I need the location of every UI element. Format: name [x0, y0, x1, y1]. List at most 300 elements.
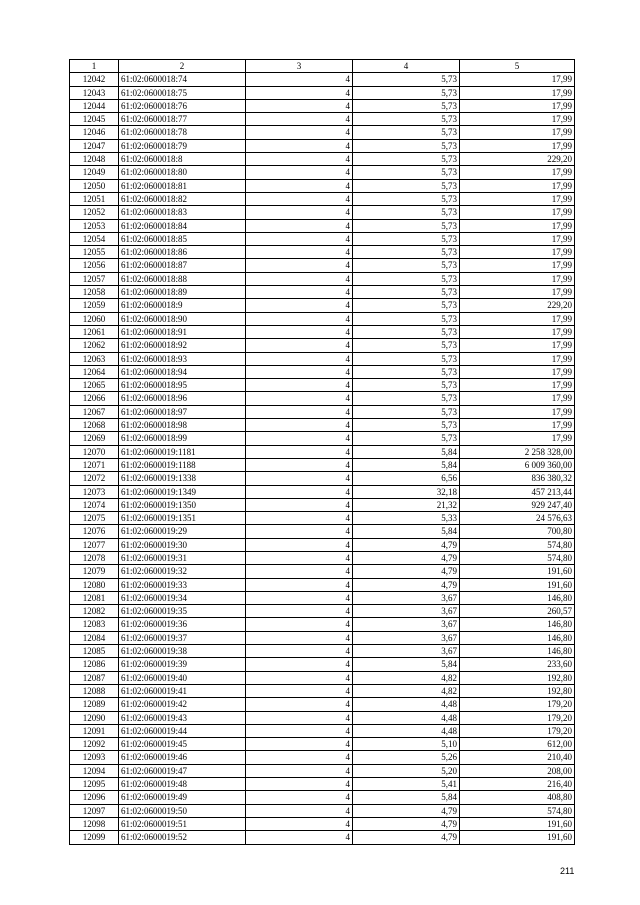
- table-cell-col5: 192,80: [460, 671, 575, 684]
- table-row: [70, 232, 575, 245]
- table-cell-col1: 12073: [70, 485, 119, 498]
- table-cell-col3: 4: [246, 179, 353, 192]
- table-cell-col2: 61:02:0600018:93: [119, 352, 246, 365]
- table-cell-col3: 4: [246, 778, 353, 791]
- table-cell-col4: 3,67: [353, 645, 460, 658]
- table-row: [70, 538, 575, 551]
- table-row: [70, 259, 575, 272]
- table-cell-col2: 61:02:0600018:8: [119, 153, 246, 166]
- table-cell-col2: 61:02:0600018:96: [119, 392, 246, 405]
- table-cell-col4: 3,67: [353, 618, 460, 631]
- table-cell-col3: 4: [246, 312, 353, 325]
- table-cell-col4: 5,73: [353, 299, 460, 312]
- table-cell-col2: 61:02:0600018:85: [119, 232, 246, 245]
- table-cell-col3: 4: [246, 485, 353, 498]
- table-row: [70, 605, 575, 618]
- table-cell-col5: 17,99: [460, 419, 575, 432]
- table-cell-col2: 61:02:0600019:40: [119, 671, 246, 684]
- table-cell-col5: 191,60: [460, 565, 575, 578]
- table-cell-col1: 12049: [70, 166, 119, 179]
- table-row: [70, 458, 575, 471]
- table-cell-col1: 12072: [70, 472, 119, 485]
- table-cell-col4: 5,73: [353, 232, 460, 245]
- table-cell-col5: 146,80: [460, 591, 575, 604]
- table-cell-col2: 61:02:0600018:9: [119, 299, 246, 312]
- table-cell-col2: 61:02:0600019:31: [119, 551, 246, 564]
- table-cell-col5: 612,00: [460, 738, 575, 751]
- column-header-2: 2: [119, 60, 246, 73]
- table-cell-col5: 179,20: [460, 711, 575, 724]
- table-row: [70, 153, 575, 166]
- table-cell-col3: 4: [246, 259, 353, 272]
- table-cell-col5: 700,80: [460, 525, 575, 538]
- table-cell-col1: 12070: [70, 445, 119, 458]
- table-row: [70, 551, 575, 564]
- table-cell-col2: 61:02:0600018:86: [119, 246, 246, 259]
- table-cell-col4: 5,73: [353, 179, 460, 192]
- table-cell-col2: 61:02:0600019:1351: [119, 512, 246, 525]
- table-cell-col4: 5,84: [353, 458, 460, 471]
- table-cell-col3: 4: [246, 232, 353, 245]
- table-cell-col1: 12097: [70, 804, 119, 817]
- table-cell-col4: 4,79: [353, 804, 460, 817]
- table-row: [70, 312, 575, 325]
- table-row: [70, 831, 575, 844]
- table-cell-col4: 5,73: [353, 99, 460, 112]
- table-cell-col3: 4: [246, 419, 353, 432]
- table-cell-col2: 61:02:0600019:32: [119, 565, 246, 578]
- table-cell-col2: 61:02:0600019:42: [119, 698, 246, 711]
- table-cell-col4: 4,79: [353, 578, 460, 591]
- table-row: [70, 671, 575, 684]
- table-cell-col5: 17,99: [460, 246, 575, 259]
- table-cell-col2: 61:02:0600018:81: [119, 179, 246, 192]
- table-cell-col1: 12060: [70, 312, 119, 325]
- table-cell-col1: 12084: [70, 631, 119, 644]
- table-cell-col1: 12087: [70, 671, 119, 684]
- table-row: [70, 86, 575, 99]
- table-cell-col4: 4,82: [353, 684, 460, 697]
- table-cell-col5: 229,20: [460, 299, 575, 312]
- table-cell-col1: 12053: [70, 219, 119, 232]
- table-cell-col4: 5,84: [353, 525, 460, 538]
- table-row: [70, 631, 575, 644]
- table-cell-col5: 929 247,40: [460, 498, 575, 511]
- table-cell-col3: 4: [246, 339, 353, 352]
- table-cell-col3: 4: [246, 458, 353, 471]
- table-cell-col5: 191,60: [460, 817, 575, 830]
- table-row: [70, 139, 575, 152]
- table-cell-col5: 574,80: [460, 538, 575, 551]
- table-cell-col1: 12083: [70, 618, 119, 631]
- table-cell-col4: 5,73: [353, 153, 460, 166]
- table-cell-col5: 17,99: [460, 126, 575, 139]
- table-cell-col3: 4: [246, 751, 353, 764]
- table-cell-col1: 12065: [70, 379, 119, 392]
- table-row: [70, 565, 575, 578]
- table-cell-col1: 12044: [70, 99, 119, 112]
- page-number: 211: [560, 866, 575, 876]
- table-cell-col3: 4: [246, 286, 353, 299]
- table-row: [70, 219, 575, 232]
- data-table: [69, 59, 575, 845]
- table-cell-col2: 61:02:0600018:87: [119, 259, 246, 272]
- table-cell-col4: 5,73: [353, 392, 460, 405]
- table-cell-col5: 574,80: [460, 804, 575, 817]
- table-row: [70, 299, 575, 312]
- table-row: [70, 445, 575, 458]
- table-cell-col5: 457 213,44: [460, 485, 575, 498]
- table-cell-col5: 17,99: [460, 392, 575, 405]
- table-row: [70, 658, 575, 671]
- table-cell-col4: 5,73: [353, 259, 460, 272]
- table-cell-col5: 17,99: [460, 86, 575, 99]
- table-cell-col3: 4: [246, 684, 353, 697]
- table-row: [70, 724, 575, 737]
- table-cell-col3: 4: [246, 698, 353, 711]
- table-cell-col4: 3,67: [353, 605, 460, 618]
- table-cell-col2: 61:02:0600019:36: [119, 618, 246, 631]
- table-row: [70, 286, 575, 299]
- table-cell-col5: 229,20: [460, 153, 575, 166]
- table-cell-col1: 12047: [70, 139, 119, 152]
- table-cell-col4: 4,79: [353, 538, 460, 551]
- table-row: [70, 778, 575, 791]
- table-cell-col2: 61:02:0600019:51: [119, 817, 246, 830]
- table-cell-col1: 12046: [70, 126, 119, 139]
- table-cell-col3: 4: [246, 379, 353, 392]
- table-cell-col2: 61:02:0600018:84: [119, 219, 246, 232]
- table-cell-col5: 17,99: [460, 232, 575, 245]
- table-cell-col2: 61:02:0600018:80: [119, 166, 246, 179]
- table-cell-col2: 61:02:0600019:46: [119, 751, 246, 764]
- table-cell-col4: 5,84: [353, 791, 460, 804]
- table-cell-col1: 12088: [70, 684, 119, 697]
- table-cell-col1: 12095: [70, 778, 119, 791]
- table-cell-col3: 4: [246, 551, 353, 564]
- table-cell-col3: 4: [246, 246, 353, 259]
- table-cell-col4: 5,73: [353, 192, 460, 205]
- table-cell-col1: 12091: [70, 724, 119, 737]
- table-cell-col4: 4,48: [353, 711, 460, 724]
- table-cell-col5: 17,99: [460, 339, 575, 352]
- table-cell-col1: 12042: [70, 73, 119, 86]
- table-row: [70, 126, 575, 139]
- table-cell-col4: 5,73: [353, 365, 460, 378]
- table-cell-col2: 61:02:0600018:99: [119, 432, 246, 445]
- table-cell-col1: 12090: [70, 711, 119, 724]
- table-cell-col1: 12078: [70, 551, 119, 564]
- table-cell-col5: 17,99: [460, 206, 575, 219]
- table-cell-col1: 12099: [70, 831, 119, 844]
- table-cell-col1: 12081: [70, 591, 119, 604]
- table-cell-col1: 12050: [70, 179, 119, 192]
- table-cell-col1: 12043: [70, 86, 119, 99]
- table-cell-col3: 4: [246, 817, 353, 830]
- table-cell-col5: 233,60: [460, 658, 575, 671]
- column-header-5: 5: [460, 60, 575, 73]
- table-cell-col4: 5,73: [353, 246, 460, 259]
- table-cell-col3: 4: [246, 153, 353, 166]
- table-cell-col3: 4: [246, 325, 353, 338]
- table-cell-col3: 4: [246, 538, 353, 551]
- table-cell-col4: 3,67: [353, 591, 460, 604]
- table-cell-col2: 61:02:0600019:39: [119, 658, 246, 671]
- table-cell-col3: 4: [246, 591, 353, 604]
- table-cell-col1: 12071: [70, 458, 119, 471]
- table-row: [70, 751, 575, 764]
- table-cell-col5: 17,99: [460, 272, 575, 285]
- table-cell-col4: 5,84: [353, 445, 460, 458]
- table-row: [70, 711, 575, 724]
- table-cell-col2: 61:02:0600019:1188: [119, 458, 246, 471]
- table-cell-col4: 5,73: [353, 73, 460, 86]
- table-cell-col5: 17,99: [460, 179, 575, 192]
- table-cell-col4: 5,73: [353, 113, 460, 126]
- table-cell-col3: 4: [246, 565, 353, 578]
- table-cell-col2: 61:02:0600019:45: [119, 738, 246, 751]
- table-cell-col1: 12058: [70, 286, 119, 299]
- table-cell-col5: 836 380,32: [460, 472, 575, 485]
- table-row: [70, 485, 575, 498]
- table-cell-col3: 4: [246, 166, 353, 179]
- table-row: [70, 325, 575, 338]
- table-cell-col3: 4: [246, 525, 353, 538]
- table-cell-col2: 61:02:0600019:1350: [119, 498, 246, 511]
- table-cell-col5: 17,99: [460, 139, 575, 152]
- table-cell-col5: 17,99: [460, 219, 575, 232]
- table-cell-col2: 61:02:0600019:43: [119, 711, 246, 724]
- table-cell-col1: 12064: [70, 365, 119, 378]
- table-cell-col2: 61:02:0600018:89: [119, 286, 246, 299]
- table-cell-col3: 4: [246, 299, 353, 312]
- table-cell-col5: 17,99: [460, 312, 575, 325]
- table-cell-col1: 12085: [70, 645, 119, 658]
- table-cell-col5: 260,57: [460, 605, 575, 618]
- table-cell-col4: 5,73: [353, 379, 460, 392]
- table-cell-col5: 192,80: [460, 684, 575, 697]
- table-cell-col1: 12066: [70, 392, 119, 405]
- table-cell-col2: 61:02:0600019:1349: [119, 485, 246, 498]
- table-cell-col2: 61:02:0600018:90: [119, 312, 246, 325]
- table-cell-col3: 4: [246, 578, 353, 591]
- table-cell-col1: 12080: [70, 578, 119, 591]
- table-header-row: [70, 60, 575, 73]
- table-row: [70, 498, 575, 511]
- table-cell-col4: 3,67: [353, 631, 460, 644]
- table-row: [70, 525, 575, 538]
- table-cell-col2: 61:02:0600019:47: [119, 764, 246, 777]
- table-row: [70, 206, 575, 219]
- table-row: [70, 192, 575, 205]
- column-header-1: 1: [70, 60, 119, 73]
- table-row: [70, 432, 575, 445]
- table-cell-col5: 146,80: [460, 645, 575, 658]
- table-row: [70, 645, 575, 658]
- table-cell-col3: 4: [246, 99, 353, 112]
- table-cell-col3: 4: [246, 671, 353, 684]
- table-cell-col1: 12092: [70, 738, 119, 751]
- table-cell-col5: 210,40: [460, 751, 575, 764]
- table-cell-col2: 61:02:0600019:50: [119, 804, 246, 817]
- table-cell-col1: 12096: [70, 791, 119, 804]
- table-cell-col3: 4: [246, 272, 353, 285]
- table-cell-col3: 4: [246, 631, 353, 644]
- table-cell-col5: 17,99: [460, 352, 575, 365]
- table-cell-col4: 4,79: [353, 817, 460, 830]
- table-cell-col1: 12062: [70, 339, 119, 352]
- table-cell-col1: 12074: [70, 498, 119, 511]
- table-cell-col4: 5,73: [353, 272, 460, 285]
- table-cell-col5: 2 258 328,00: [460, 445, 575, 458]
- table-cell-col1: 12076: [70, 525, 119, 538]
- table-cell-col2: 61:02:0600018:74: [119, 73, 246, 86]
- table-cell-col3: 4: [246, 498, 353, 511]
- table-cell-col5: 17,99: [460, 286, 575, 299]
- table-cell-col5: 17,99: [460, 192, 575, 205]
- table-cell-col2: 61:02:0600018:76: [119, 99, 246, 112]
- table-cell-col5: 146,80: [460, 631, 575, 644]
- table-cell-col3: 4: [246, 791, 353, 804]
- table-cell-col3: 4: [246, 86, 353, 99]
- table-cell-col4: 5,73: [353, 339, 460, 352]
- table-row: [70, 591, 575, 604]
- table-cell-col4: 21,32: [353, 498, 460, 511]
- table-row: [70, 791, 575, 804]
- table-cell-col4: 5,73: [353, 219, 460, 232]
- table-cell-col3: 4: [246, 192, 353, 205]
- table-cell-col3: 4: [246, 405, 353, 418]
- table-cell-col3: 4: [246, 658, 353, 671]
- table-cell-col5: 17,99: [460, 99, 575, 112]
- table-row: [70, 405, 575, 418]
- table-cell-col4: 5,73: [353, 206, 460, 219]
- table-cell-col3: 4: [246, 352, 353, 365]
- table-row: [70, 113, 575, 126]
- table-cell-col4: 5,73: [353, 86, 460, 99]
- table-cell-col5: 17,99: [460, 73, 575, 86]
- table-cell-col3: 4: [246, 392, 353, 405]
- table-cell-col1: 12052: [70, 206, 119, 219]
- table-cell-col2: 61:02:0600019:33: [119, 578, 246, 591]
- table-cell-col2: 61:02:0600019:37: [119, 631, 246, 644]
- table-cell-col5: 17,99: [460, 259, 575, 272]
- table-cell-col1: 12063: [70, 352, 119, 365]
- table-cell-col4: 5,73: [353, 286, 460, 299]
- table-cell-col1: 12056: [70, 259, 119, 272]
- table-cell-col5: 179,20: [460, 698, 575, 711]
- table-cell-col3: 4: [246, 711, 353, 724]
- table-cell-col1: 12069: [70, 432, 119, 445]
- table-cell-col3: 4: [246, 206, 353, 219]
- table-cell-col1: 12045: [70, 113, 119, 126]
- table-cell-col5: 574,80: [460, 551, 575, 564]
- table-cell-col3: 4: [246, 645, 353, 658]
- table-cell-col4: 4,79: [353, 831, 460, 844]
- table-cell-col2: 61:02:0600018:91: [119, 325, 246, 338]
- table-row: [70, 512, 575, 525]
- table-row: [70, 419, 575, 432]
- table-row: [70, 618, 575, 631]
- table-cell-col4: 4,48: [353, 724, 460, 737]
- table-cell-col5: 24 576,63: [460, 512, 575, 525]
- table-row: [70, 698, 575, 711]
- table-cell-col2: 61:02:0600018:94: [119, 365, 246, 378]
- table-cell-col1: 12048: [70, 153, 119, 166]
- table-cell-col3: 4: [246, 139, 353, 152]
- table-cell-col1: 12093: [70, 751, 119, 764]
- table-cell-col2: 61:02:0600019:1181: [119, 445, 246, 458]
- table-cell-col5: 179,20: [460, 724, 575, 737]
- table-cell-col4: 4,79: [353, 565, 460, 578]
- table-cell-col4: 4,82: [353, 671, 460, 684]
- table-cell-col3: 4: [246, 605, 353, 618]
- table-cell-col2: 61:02:0600018:82: [119, 192, 246, 205]
- table-cell-col2: 61:02:0600018:97: [119, 405, 246, 418]
- table-cell-col4: 5,73: [353, 312, 460, 325]
- table-cell-col3: 4: [246, 738, 353, 751]
- table-cell-col1: 12061: [70, 325, 119, 338]
- table-cell-col4: 5,73: [353, 126, 460, 139]
- table-row: [70, 179, 575, 192]
- table-cell-col3: 4: [246, 472, 353, 485]
- table-cell-col2: 61:02:0600019:48: [119, 778, 246, 791]
- table-cell-col5: 408,80: [460, 791, 575, 804]
- table-row: [70, 472, 575, 485]
- table-row: [70, 166, 575, 179]
- table-cell-col3: 4: [246, 618, 353, 631]
- table-cell-col4: 5,73: [353, 432, 460, 445]
- table-cell-col5: 17,99: [460, 379, 575, 392]
- table-cell-col3: 4: [246, 73, 353, 86]
- table-cell-col4: 32,18: [353, 485, 460, 498]
- table-cell-col1: 12077: [70, 538, 119, 551]
- table-cell-col5: 216,40: [460, 778, 575, 791]
- table-cell-col1: 12075: [70, 512, 119, 525]
- table-row: [70, 272, 575, 285]
- table-cell-col2: 61:02:0600019:29: [119, 525, 246, 538]
- table-cell-col5: 17,99: [460, 166, 575, 179]
- table-cell-col2: 61:02:0600018:83: [119, 206, 246, 219]
- table-row: [70, 365, 575, 378]
- table-cell-col5: 17,99: [460, 325, 575, 338]
- table-row: [70, 684, 575, 697]
- table-cell-col1: 12079: [70, 565, 119, 578]
- table-cell-col4: 5,33: [353, 512, 460, 525]
- table-cell-col4: 5,73: [353, 325, 460, 338]
- table-cell-col1: 12089: [70, 698, 119, 711]
- table-cell-col5: 146,80: [460, 618, 575, 631]
- table-cell-col3: 4: [246, 365, 353, 378]
- table-cell-col5: 208,00: [460, 764, 575, 777]
- table-row: [70, 73, 575, 86]
- table-cell-col2: 61:02:0600019:34: [119, 591, 246, 604]
- table-cell-col2: 61:02:0600019:52: [119, 831, 246, 844]
- table-cell-col5: 191,60: [460, 578, 575, 591]
- table-cell-col3: 4: [246, 432, 353, 445]
- table-cell-col2: 61:02:0600018:78: [119, 126, 246, 139]
- table-cell-col4: 5,10: [353, 738, 460, 751]
- table-row: [70, 738, 575, 751]
- table-cell-col1: 12068: [70, 419, 119, 432]
- table-row: [70, 817, 575, 830]
- table-cell-col3: 4: [246, 764, 353, 777]
- table-cell-col4: 5,20: [353, 764, 460, 777]
- table-cell-col4: 5,73: [353, 405, 460, 418]
- table-cell-col5: 6 009 360,00: [460, 458, 575, 471]
- table-cell-col5: 17,99: [460, 432, 575, 445]
- table-cell-col3: 4: [246, 512, 353, 525]
